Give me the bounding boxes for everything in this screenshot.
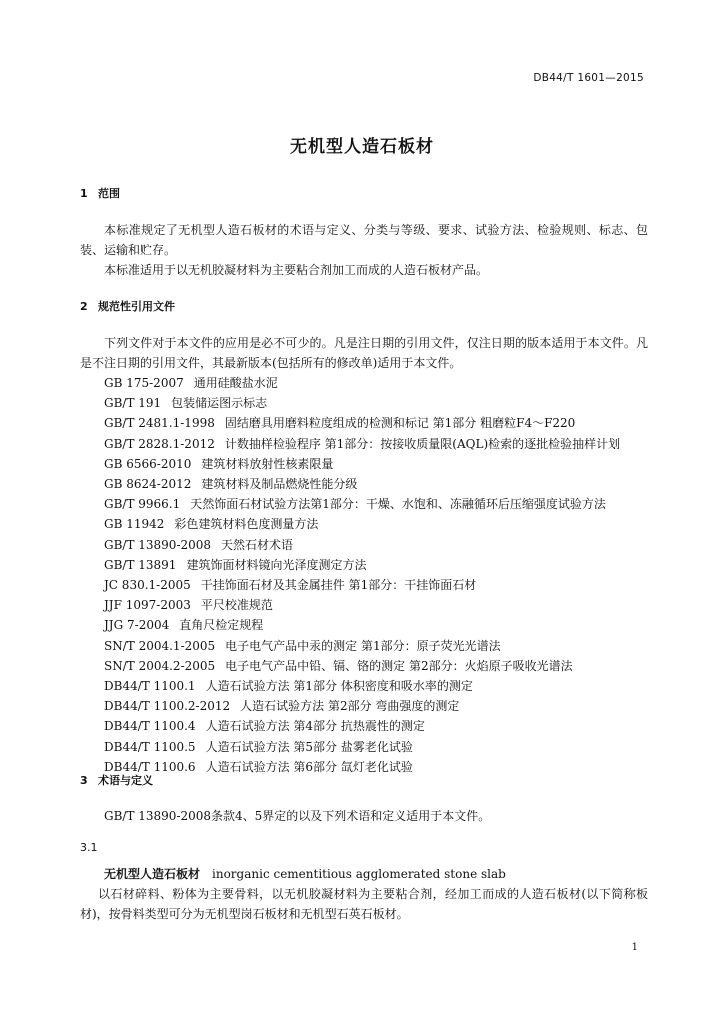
- reference-title: 建筑材料及制品燃烧性能分级: [201, 477, 358, 492]
- section-number: 3: [80, 774, 88, 787]
- reference-item: [104, 494, 620, 514]
- reference-code: SN/T 2004.1-2005: [104, 638, 216, 653]
- reference-list: [104, 373, 620, 777]
- scope-paragraph-1: 本标准规定了无机型人造石板材的术语与定义、分类与等级、要求、试验方法、检验规则、标志、包装、运输和贮存。: [80, 223, 648, 257]
- reference-code: GB/T 13891: [104, 557, 177, 572]
- page-number: 1: [631, 942, 638, 953]
- reference-code: JC 830.1-2005: [104, 578, 191, 593]
- section-3-heading: [80, 772, 153, 788]
- reference-code: GB/T 13890-2008: [104, 537, 212, 552]
- reference-title: 直角尺检定规程: [179, 618, 264, 633]
- reference-item: [104, 454, 620, 474]
- terms-intro-paragraph: GB/T 13890-2008条款4、5界定的以及下列术语和定义适用于本文件。: [104, 809, 491, 823]
- reference-code: DB44/T 1100.6: [104, 759, 196, 774]
- reference-title: 人造石试验方法 第5部分 盐雾老化试验: [205, 739, 413, 754]
- reference-code: DB44/T 1100.5: [104, 739, 196, 754]
- section-title: 范围: [98, 187, 120, 200]
- reference-code: DB44/T 1100.4: [104, 719, 196, 734]
- reference-title: 平尺校准规范: [200, 598, 273, 613]
- reference-code: DB44/T 1100.2-2012: [104, 699, 231, 714]
- reference-code: JJF 1097-2003: [104, 598, 191, 613]
- reference-title: 建筑饰面材料镜向光泽度测定方法: [186, 557, 367, 572]
- reference-title: 人造石试验方法 第6部分 氙灯老化试验: [205, 759, 413, 774]
- reference-item: [104, 514, 620, 534]
- reference-title: 通用硅酸盐水泥: [193, 376, 278, 390]
- reference-code: GB/T 9966.1: [104, 497, 181, 512]
- reference-title: 固结磨具用磨料粒度组成的检测和标记 第1部分 粗磨粒F4～F220: [224, 416, 576, 431]
- reference-title: 电子电气产品中汞的测定 第1部分：原子荧光光谱法: [225, 638, 501, 653]
- reference-code: GB 6566-2010: [104, 456, 192, 471]
- reference-title: 干挂饰面石材及其金属挂件 第1部分：干挂饰面石材: [200, 578, 477, 593]
- reference-title: 天然饰面石材试验方法第1部分：干燥、水饱和、冻融循环后压缩强度试验方法: [190, 497, 606, 512]
- subclause-number: 3.1: [80, 841, 98, 854]
- reference-item: [104, 413, 620, 433]
- reference-code: GB/T 2481.1-1998: [104, 416, 215, 431]
- term-heading: [104, 865, 506, 882]
- section-2-heading: [80, 298, 175, 314]
- reference-title: 包装储运图示标志: [171, 396, 268, 411]
- section-title: 规范性引用文件: [98, 300, 175, 313]
- reference-item: [104, 615, 620, 635]
- term-english: inorganic cementitious agglomerated stone slab: [212, 867, 506, 881]
- reference-title: 人造石试验方法 第4部分 抗热震性的测定: [205, 719, 425, 734]
- reference-code: JJG 7-2004: [104, 618, 170, 633]
- term-chinese: 无机型人造石板材: [104, 867, 201, 881]
- section-number: 2: [80, 300, 88, 313]
- reference-title: 人造石试验方法 第2部分 弯曲强度的测定: [240, 699, 460, 714]
- reference-title: 彩色建筑材料色度测量方法: [174, 517, 319, 532]
- section-number: 1: [80, 187, 88, 200]
- reference-item: [104, 535, 620, 555]
- reference-item: [104, 656, 620, 676]
- reference-item: [104, 636, 620, 656]
- reference-code: GB/T 2828.1-2012: [104, 436, 215, 451]
- reference-item: [104, 676, 620, 696]
- reference-item: [104, 575, 620, 595]
- normative-intro-paragraph: 下列文件对于本文件的应用是必不可少的。凡是注日期的引用文件，仅注日期的版本适用于本文件。凡是不注日期的引用文件，其最新版本(包括所有的修改单)适用于本文件。: [80, 336, 648, 370]
- reference-title: 电子电气产品中铅、镉、铬的测定 第2部分：火焰原子吸收光谱法: [225, 658, 573, 673]
- reference-item: [104, 434, 620, 454]
- reference-item: [104, 696, 620, 716]
- section-title: 术语与定义: [98, 774, 153, 787]
- reference-item: [104, 737, 620, 757]
- reference-item: [104, 393, 620, 413]
- scope-paragraph-2: 本标准适用于以无机胶凝材料为主要粘合剂加工而成的人造石板材产品。: [104, 263, 489, 277]
- reference-code: GB/T 191: [104, 396, 162, 411]
- reference-title: 建筑材料放射性核素限量: [201, 456, 334, 471]
- section-1-heading: [80, 185, 120, 201]
- reference-code: SN/T 2004.2-2005: [104, 658, 216, 673]
- reference-title: 人造石试验方法 第1部分 体积密度和吸水率的测定: [205, 679, 473, 694]
- reference-item: [104, 716, 620, 736]
- term-definition: 以石材碎料、粉体为主要骨料，以无机胶凝材料为主要粘合剂，经加工而成的人造石板材(以下简称板材)，按骨料类型可分为无机型岗石板材和无机型石英石板材。: [80, 887, 648, 921]
- reference-code: GB 11942: [104, 517, 165, 532]
- reference-code: DB44/T 1100.1: [104, 679, 196, 694]
- reference-item: [104, 474, 620, 494]
- reference-code: GB 8624-2012: [104, 477, 192, 492]
- reference-item: [104, 595, 620, 615]
- standard-code: DB44/T 1601—2015: [533, 72, 644, 84]
- reference-item: [104, 373, 620, 393]
- document-title: 无机型人造石板材: [290, 137, 434, 157]
- reference-item: [104, 555, 620, 575]
- reference-title: 计数抽样检验程序 第1部分：按接收质量限(AQL)检索的逐批检验抽样计划: [224, 436, 621, 451]
- reference-code: GB 175-2007: [104, 376, 184, 390]
- reference-title: 天然石材术语: [221, 537, 294, 552]
- reference-item: [104, 757, 620, 777]
